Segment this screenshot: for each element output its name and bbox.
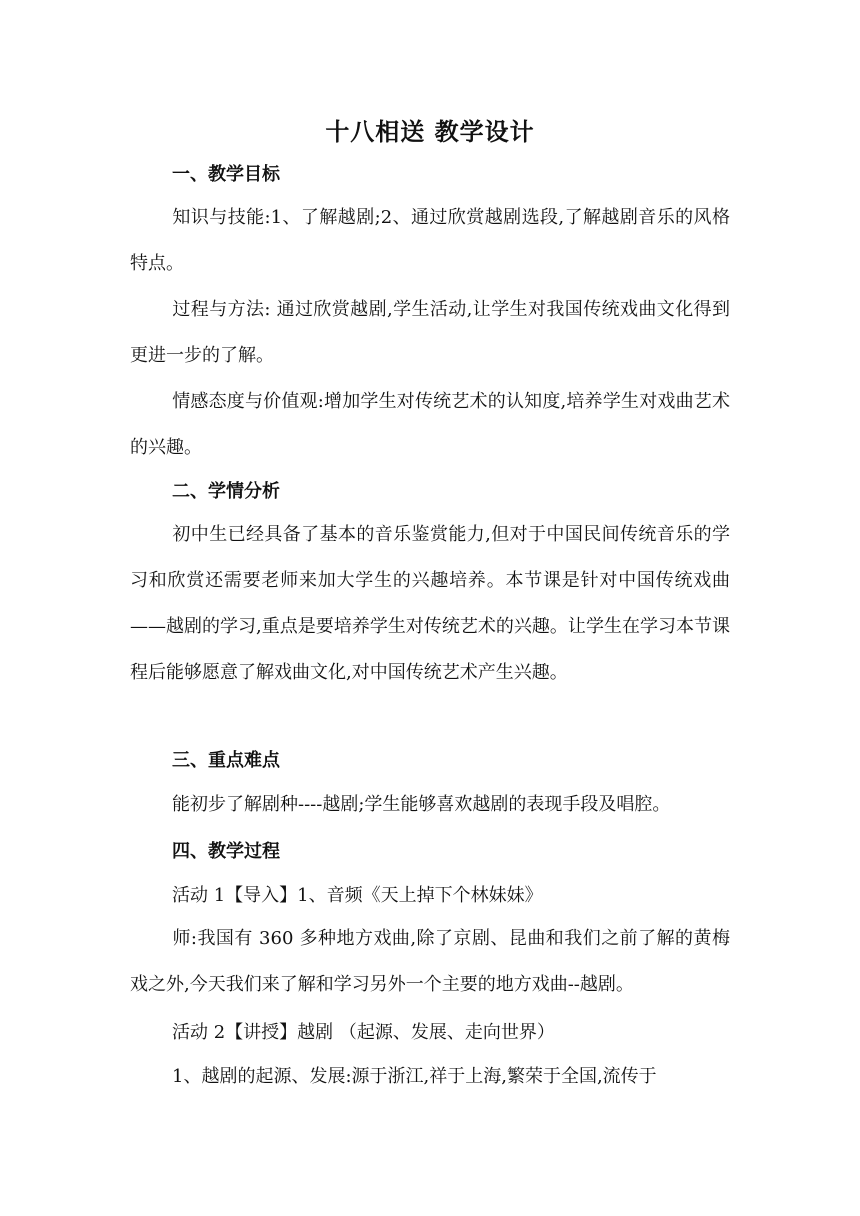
- section-heading-learner-analysis: 二、学情分析: [172, 481, 280, 502]
- paragraph-teacher-intro: 师:我国有 360 多种地方戏曲,除了京剧、昆曲和我们之前了解的黄梅戏之外,今天我们来了解和学习另外一个主要的地方戏曲--越剧。: [130, 928, 730, 995]
- paragraph-learner-analysis: 初中生已经具备了基本的音乐鉴赏能力,但对于中国民间传统音乐的学习和欣赏还需要老师来加大学生的兴趣培养。本节课是针对中国传统戏曲——越剧的学习,重点是要培养学生对传统艺术的兴趣。让学生在学习本节课程后能够愿意了解戏曲文化,对中国传统艺术产生兴趣。: [130, 524, 730, 683]
- paragraph-yueju-origin: 1、越剧的起源、发展:源于浙江,祥于上海,繁荣于全国,流传于: [172, 1066, 657, 1087]
- paragraph-attitude-values: 情感态度与价值观:增加学生对传统艺术的认知度,培养学生对戏曲艺术的兴趣。: [130, 391, 730, 458]
- document-title: 十八相送 教学设计: [325, 118, 535, 146]
- activity-2-line: 活动 2【讲授】越剧 （起源、发展、走向世界）: [172, 1022, 555, 1043]
- paragraph-process-methods: 过程与方法: 通过欣赏越剧,学生活动,让学生对我国传统戏曲文化得到更进一步的了解。: [130, 299, 730, 366]
- paragraph-key-points: 能初步了解剧种----越剧;学生能够喜欢越剧的表现手段及唱腔。: [172, 794, 671, 815]
- activity-1-line: 活动 1【导入】1、音频《天上掉下个林妹妹》: [172, 885, 543, 906]
- paragraph-knowledge-skills: 知识与技能:1、了解越剧;2、通过欣赏越剧选段,了解越剧音乐的风格特点。: [130, 207, 730, 274]
- section-heading-objectives: 一、教学目标: [172, 164, 280, 185]
- section-heading-teaching-process: 四、教学过程: [172, 841, 280, 862]
- section-heading-key-points: 三、重点难点: [172, 750, 280, 771]
